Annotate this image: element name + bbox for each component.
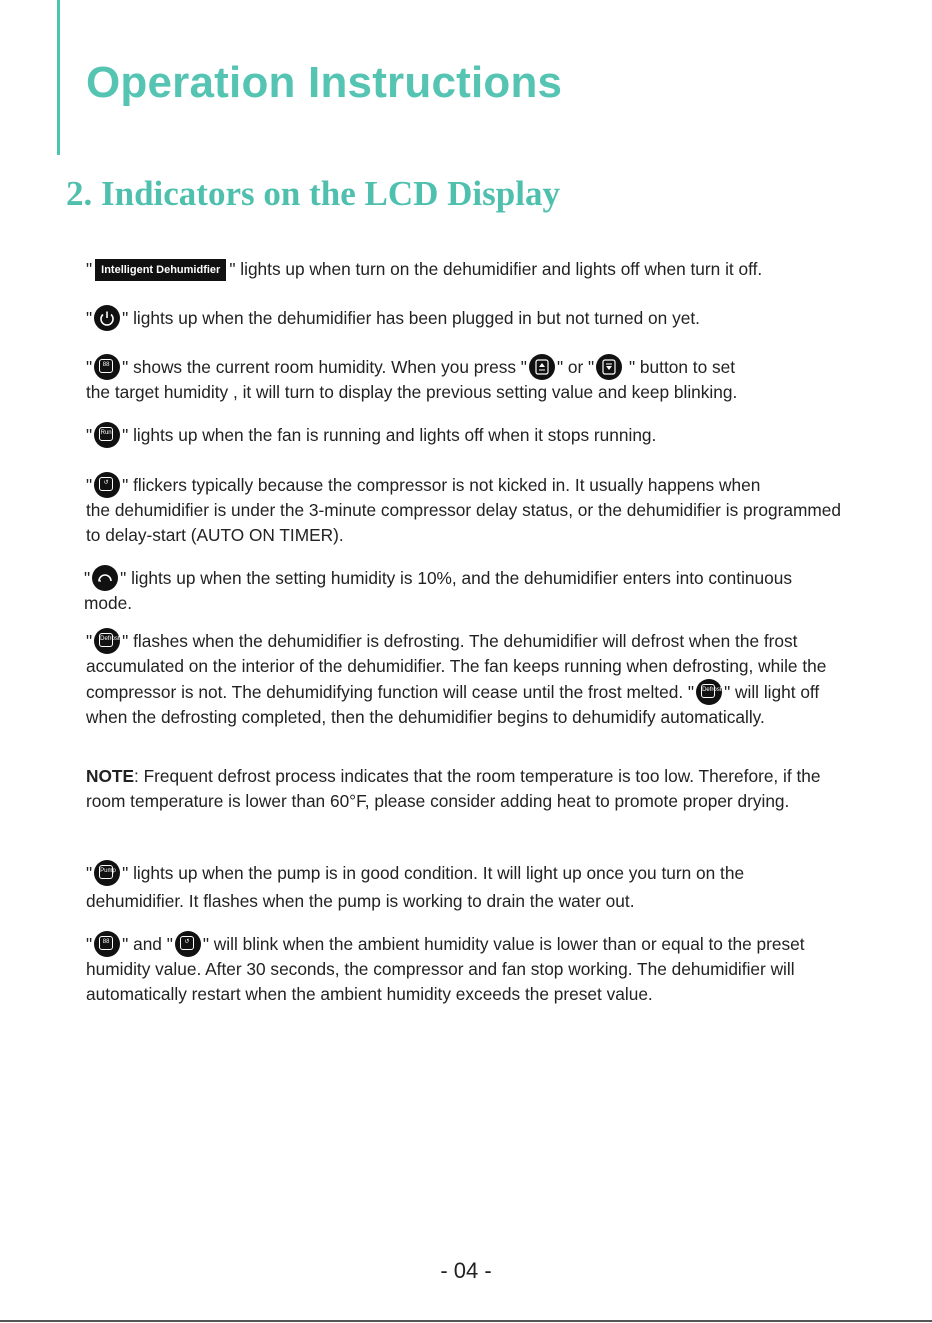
continuous-mode-icon xyxy=(92,565,118,591)
item-text: " will light off when the defrosting completed, then the dehumidifier begins to dehumidify automatically. xyxy=(86,681,820,727)
page-number: - 04 - xyxy=(440,1258,492,1283)
item-text: shows the current room humidity. When you press " xyxy=(128,357,527,377)
pump-icon: Pump xyxy=(94,860,120,886)
item-continuous: " " lights up when the setting humidity is 10%, and the dehumidifier enters into continuous mode. xyxy=(84,565,844,616)
item-blink: " 88 " and " ↺ " will blink when the ambient humidity value is lower than or equal to the preset humidity value. After 30 seconds, the compressor and fan stop working. The dehumidifier will automatically restart when the ambient humidity exceeds the preset value. xyxy=(86,931,846,1006)
item-text: " or " xyxy=(556,357,595,377)
item-text: lights up when turn on the dehumidifier and lights off when turn it off. xyxy=(235,259,763,279)
item-pump: " Pump " lights up when the pump is in good condition. It will light up once you turn on the dehumidifier. It flashes when the pump is working to drain the water out. xyxy=(86,859,846,915)
defrost-icon: Defrost xyxy=(94,628,120,654)
page-title: Operation Instructions xyxy=(86,58,563,107)
item-text: " button to set xyxy=(624,357,736,377)
item-text: lights up when the pump is in good condition. It will light up once you turn on the dehumidifier. It flashes when the pump is working to drain the water out. xyxy=(86,863,745,911)
humidity-up-icon xyxy=(529,354,555,380)
item-power: " " lights up when the dehumidifier has been plugged in but not turned on yet. xyxy=(86,305,846,331)
item-text: lights up when the dehumidifier has been plugged in but not turned on yet. xyxy=(128,308,700,328)
power-icon xyxy=(94,305,120,331)
item-text: flashes when the dehumidifier is defrosting. The dehumidifier will defrost when the frost accumulated on the interior of the dehumidifier. The fan keeps running when defrosting, while the compressor is not. The dehumidifying function will cease until the frost melted. " xyxy=(86,631,827,702)
item-fan: " Run " lights up when the fan is running and lights off when it stops running. xyxy=(86,422,846,448)
note-text: : Frequent defrost process indicates that the room temperature is too low. Therefore, if the room temperature is lower than 60°F, please consider adding heat to promote proper drying. xyxy=(86,766,821,811)
note-label: NOTE xyxy=(86,766,135,786)
section-title: 2. Indicators on the LCD Display xyxy=(66,174,560,213)
item-text: the dehumidifier is under the 3-minute compressor delay status, or the dehumidifier is programmed to delay-start (AUTO ON TIMER). xyxy=(86,500,841,545)
humidity-down-icon xyxy=(596,354,622,380)
compressor-icon: ↺ xyxy=(94,472,120,498)
humidity-display-icon: 88 xyxy=(94,354,120,380)
defrost-icon-inline: Defrost xyxy=(696,679,722,705)
bottom-divider xyxy=(0,1320,932,1322)
item-text: and " xyxy=(128,934,173,954)
item-compressor: " ↺ " flickers typically because the compressor is not kicked in. It usually happens when the dehumidifier is under the 3-minute compressor delay status, or the dehumidifier is programmed to delay-start (AUTO ON TIMER). xyxy=(86,472,846,547)
accent-bar xyxy=(57,0,60,155)
note xyxy=(86,764,846,813)
item-text: the target humidity , it will turn to display the previous setting value and keep blinking. xyxy=(86,382,738,402)
item-text: flickers typically because the compressor is not kicked in. It usually happens when xyxy=(128,475,761,495)
item-text: " will blink when the ambient humidity value is lower than or equal to the preset humidity value. After 30 seconds, the compressor and fan stop working. The dehumidifier will automatically restart when the ambient humidity exceeds the preset value. xyxy=(86,934,805,1004)
compressor-icon: ↺ xyxy=(175,931,201,957)
intelligent-dehumidifier-badge: Intelligent Dehumidfier xyxy=(95,259,226,281)
item-text: lights up when the fan is running and lights off when it stops running. xyxy=(128,425,657,445)
item-text: lights up when the setting humidity is 10%, and the dehumidifier enters into continuous mode. xyxy=(84,568,793,613)
fan-run-icon: Run xyxy=(94,422,120,448)
item-defrost: " Defrost " flashes when the dehumidifier is defrosting. The dehumidifier will defrost when the frost accumulated on the interior of the dehumidifier. The fan keeps running when defrosting, while the compressor is not. The dehumidifying function will cease until the frost melted. " Defrost " will light off when the defrosting completed, then the dehumidifier begins to dehumidify automatically. xyxy=(86,628,846,729)
item-humidity: " 88 " shows the current room humidity. When you press " " or " " button to set the target humidity , it will turn to display the previous setting value and keep blinking. xyxy=(86,354,846,405)
humidity-display-icon: 88 xyxy=(94,931,120,957)
item-intelligent: " Intelligent Dehumidfier " lights up when turn on the dehumidifier and lights off when turn it off. xyxy=(86,259,763,279)
